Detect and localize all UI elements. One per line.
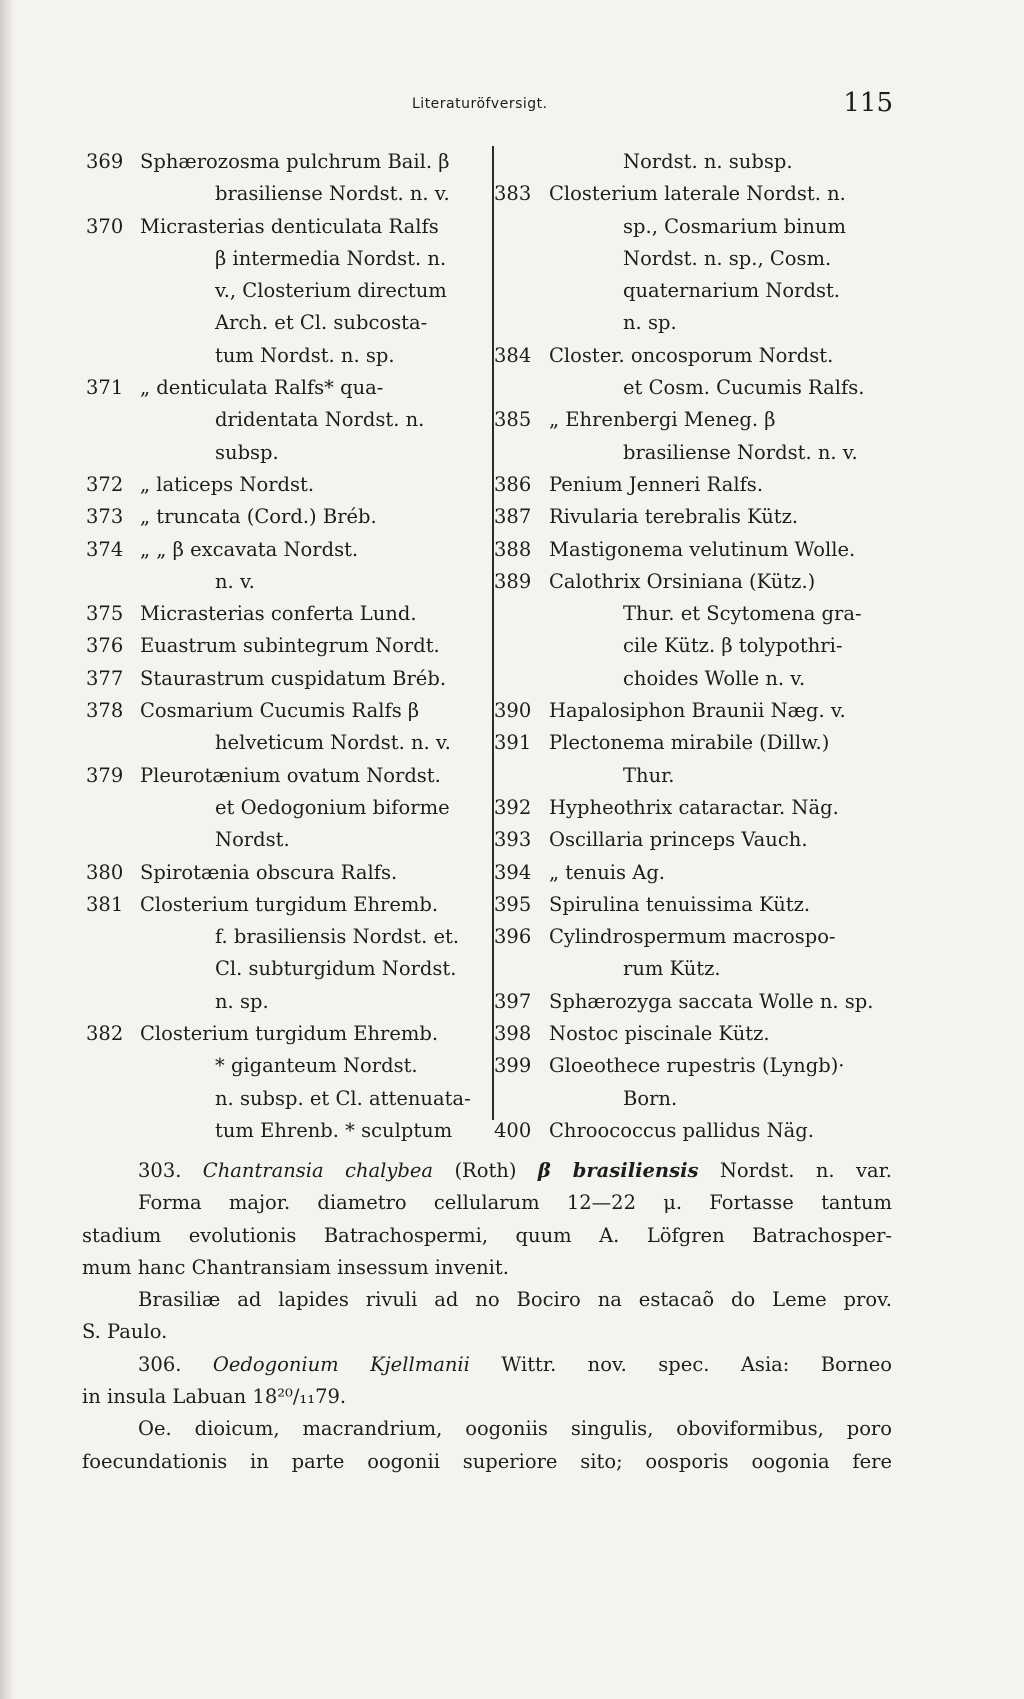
entry-number: 374 <box>86 537 124 561</box>
species-name: Oedogonium Kjellmanii <box>212 1352 470 1376</box>
entry-line: Nordst. <box>215 828 290 852</box>
species-entry <box>494 146 894 178</box>
entry-number: 389 <box>494 569 532 593</box>
description-303-line-4: mum hanc Chantransiam insessum invenit. <box>82 1255 509 1279</box>
entry-number: 380 <box>86 860 124 884</box>
entry-number: 375 <box>86 602 124 626</box>
entry-line: helveticum Nordst. n. v. <box>215 731 451 755</box>
species-entry <box>86 501 490 533</box>
entry-line: „ laticeps Nordst. <box>140 472 315 496</box>
page-number: 115 <box>843 88 893 118</box>
entry-number: 383 <box>494 182 532 206</box>
species-entry <box>86 534 490 599</box>
locality-line-2: S. Paulo. <box>82 1320 168 1344</box>
entry-line: Rivularia terebralis Kütz. <box>549 505 799 529</box>
entry-number: 387 <box>494 505 532 529</box>
entry-line: „ tenuis Ag. <box>549 860 666 884</box>
species-entry <box>494 727 894 792</box>
description-303-line-3: stadium evolutionis Batrachospermi, quum A. Löfgren Batrachosper- <box>82 1223 892 1247</box>
entry-line: Micrasterias denticulata Ralfs <box>140 214 439 238</box>
entry-line: n. sp. <box>623 311 677 335</box>
entry-line: sp., Cosmarium binum <box>623 214 847 238</box>
entry-line: β intermedia Nordst. n. <box>215 246 447 270</box>
binding-shadow <box>0 0 14 1699</box>
entry-line: n. subsp. et Cl. attenuata- <box>215 1086 471 1110</box>
species-entry <box>86 760 490 857</box>
entry-line: Cosmarium Cucumis Ralfs β <box>140 699 420 723</box>
entry-line: Spirulina tenuissima Kütz. <box>549 892 811 916</box>
entry-number: 379 <box>86 763 124 787</box>
description-303-line-1 <box>82 1155 892 1187</box>
entry-number: 395 <box>494 892 532 916</box>
species-name: Chantransia chalybea <box>202 1159 434 1182</box>
species-entry <box>494 469 894 501</box>
entry-line: * giganteum Nordst. <box>215 1054 418 1078</box>
entry-line: et Cosm. Cucumis Ralfs. <box>623 376 865 400</box>
description-306-line-2: in insula Labuan 18²⁰/₁₁79. <box>82 1385 347 1409</box>
species-entry <box>494 889 894 921</box>
entry-line: Closter. oncosporum Nordst. <box>549 343 834 367</box>
species-entry <box>494 566 894 695</box>
entry-number: 370 <box>86 214 124 238</box>
entry-number: 400 <box>494 1118 532 1142</box>
entry-line: Closterium turgidum Ehremb. <box>140 1022 439 1046</box>
entry-line: n. sp. <box>215 989 269 1013</box>
running-title: Literaturöfversigt. <box>412 96 548 112</box>
entry-line: Gloeothece rupestris (Lyngb)· <box>549 1054 845 1078</box>
right-column <box>494 146 894 1147</box>
entry-number: 385 <box>494 408 532 432</box>
description-306-line-1 <box>82 1349 892 1381</box>
entry-line: Hypheothrix cataractar. Näg. <box>549 795 839 819</box>
species-entry <box>494 340 894 405</box>
entry-number: 373 <box>86 505 124 529</box>
species-entry <box>86 211 490 372</box>
entry-line: quaternarium Nordst. <box>623 279 841 303</box>
entry-line: „ denticulata Ralfs* qua- <box>140 376 384 400</box>
entry-line: Arch. et Cl. subcosta- <box>215 311 428 335</box>
species-entry <box>494 534 894 566</box>
species-list <box>86 146 894 1142</box>
entry-line: subsp. <box>215 440 279 464</box>
entry-number: 371 <box>86 376 124 400</box>
variety-name: β brasiliensis <box>537 1159 699 1182</box>
entry-number: 392 <box>494 795 532 819</box>
diagnosis-line-2: foecundationis in parte oogonii superiore sito; oosporis oogonia fere <box>82 1449 892 1473</box>
entry-number: 399 <box>494 1054 532 1078</box>
species-entry <box>494 792 894 824</box>
species-entry <box>86 469 490 501</box>
entry-number: 394 <box>494 860 532 884</box>
species-entry <box>86 598 490 630</box>
entry-line: Sphærozosma pulchrum Bail. β <box>140 150 450 173</box>
entry-line: tum Nordst. n. sp. <box>215 343 395 367</box>
species-entry <box>494 824 894 856</box>
entry-line: v., Closterium directum <box>215 279 447 303</box>
entry-number: 384 <box>494 343 532 367</box>
species-entry <box>494 921 894 986</box>
entry-line: Nordst. n. subsp. <box>623 150 793 173</box>
entry-line: Sphærozyga saccata Wolle n. sp. <box>549 989 874 1013</box>
entry-number: 391 <box>494 731 532 755</box>
description-303-line-2: Forma major. diametro cellularum 12—22 μ. Fortasse tantum <box>138 1191 892 1215</box>
species-entry <box>494 501 894 533</box>
line-tail: Wittr. nov. spec. Asia: Borneo <box>501 1352 893 1376</box>
entry-number: 397 <box>494 989 532 1013</box>
entry-line: Nordst. n. sp., Cosm. <box>623 246 832 270</box>
entry-number: 396 <box>494 925 532 949</box>
species-entry <box>494 857 894 889</box>
entry-number: 382 <box>86 1022 124 1046</box>
species-entry <box>494 1115 894 1147</box>
entry-line: Staurastrum cuspidatum Bréb. <box>140 666 447 690</box>
entry-line: Mastigonema velutinum Wolle. <box>549 537 856 561</box>
entry-line: f. brasiliensis Nordst. et. <box>215 925 460 949</box>
entry-line: Closterium laterale Nordst. n. <box>549 182 846 206</box>
species-entry <box>494 178 894 339</box>
species-entry <box>86 695 490 760</box>
entry-number: 390 <box>494 699 532 723</box>
species-entry <box>86 857 490 889</box>
entry-number: 386 <box>494 472 532 496</box>
entry-line: Nostoc piscinale Kütz. <box>549 1022 770 1046</box>
entry-line: Plectonema mirabile (Dillw.) <box>549 731 830 755</box>
running-head <box>0 88 1024 120</box>
entry-line: n. v. <box>215 569 255 593</box>
entry-line: tum Ehrenb. * sculptum <box>215 1118 453 1142</box>
entry-line: „ Ehrenbergi Meneg. β <box>549 408 776 432</box>
species-entry <box>86 663 490 695</box>
entry-line: Pleurotænium ovatum Nordst. <box>140 763 441 787</box>
entry-line: „ truncata (Cord.) Bréb. <box>140 505 377 529</box>
entry-number: 378 <box>86 699 124 723</box>
entry-line: brasiliense Nordst. n. v. <box>215 182 450 206</box>
entry-line: „ „ β excavata Nordst. <box>140 537 359 561</box>
entry-line: rum Kütz. <box>623 957 721 981</box>
species-descriptions <box>82 1155 892 1478</box>
entry-line: Thur. <box>623 763 675 787</box>
species-entry <box>494 695 894 727</box>
entry-line: Cylindrospermum macrospo- <box>549 925 836 949</box>
entry-number: 381 <box>86 892 124 916</box>
species-entry <box>494 1018 894 1050</box>
entry-line: Spirotænia obscura Ralfs. <box>140 860 398 884</box>
species-entry <box>86 889 490 1018</box>
species-entry <box>494 986 894 1018</box>
entry-number: 306. <box>138 1352 182 1376</box>
species-entry <box>86 630 490 662</box>
entry-line: Calothrix Orsiniana (Kütz.) <box>549 569 816 593</box>
entry-line: Hapalosiphon Braunii Næg. v. <box>549 699 846 723</box>
entry-line: Micrasterias conferta Lund. <box>140 602 417 626</box>
entry-number: 372 <box>86 472 124 496</box>
entry-number: 398 <box>494 1022 532 1046</box>
entry-number: 388 <box>494 537 532 561</box>
entry-number: 369 <box>86 150 124 173</box>
left-column <box>86 146 490 1147</box>
entry-line: Born. <box>623 1086 678 1110</box>
entry-number: 303. <box>138 1159 182 1182</box>
species-entry <box>86 146 490 211</box>
species-entry <box>86 1018 490 1147</box>
entry-line: choides Wolle n. v. <box>623 666 806 690</box>
entry-line: dridentata Nordst. n. <box>215 408 425 432</box>
entry-line: Oscillaria princeps Vauch. <box>549 828 808 852</box>
entry-number: 376 <box>86 634 124 658</box>
entry-line: et Oedogonium biforme <box>215 795 450 819</box>
species-author: (Roth) <box>454 1159 517 1182</box>
entry-number: 393 <box>494 828 532 852</box>
entry-line: Chroococcus pallidus Näg. <box>549 1118 814 1142</box>
entry-number: 377 <box>86 666 124 690</box>
entry-line: Euastrum subintegrum Nordt. <box>140 634 440 658</box>
entry-line: cile Kütz. β tolypothri- <box>623 634 843 658</box>
entry-line: Thur. et Scytomena gra- <box>623 602 862 626</box>
entry-line: Closterium turgidum Ehremb. <box>140 892 439 916</box>
entry-line: Cl. subturgidum Nordst. <box>215 957 457 981</box>
locality-line-1: Brasiliæ ad lapides rivuli ad no Bociro na estacaõ do Leme prov. <box>138 1288 892 1312</box>
entry-line: brasiliense Nordst. n. v. <box>623 440 858 464</box>
species-entry <box>86 372 490 469</box>
entry-line: Penium Jenneri Ralfs. <box>549 472 764 496</box>
species-entry <box>494 1050 894 1115</box>
line-tail: Nordst. n. var. <box>719 1159 893 1182</box>
diagnosis-line-1: Oe. dioicum, macrandrium, oogoniis singulis, oboviformibus, poro <box>138 1417 892 1441</box>
species-entry <box>494 404 894 469</box>
